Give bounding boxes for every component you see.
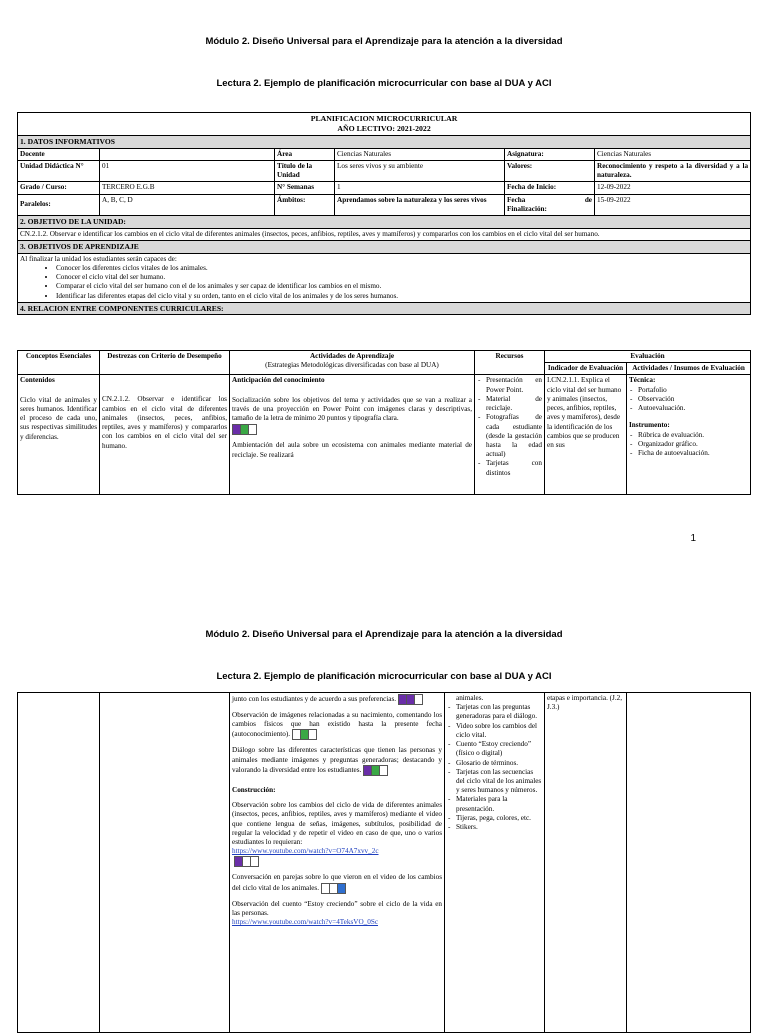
ambitos-label: Ámbitos: (275, 194, 335, 215)
list-item: - Portafolio (638, 386, 748, 395)
planning-table (17, 112, 751, 315)
act-eval-cell (627, 375, 751, 495)
area-value: Ciencias Naturales (335, 148, 505, 160)
module-title-2: Módulo 2. Diseño Universal para el Aprendizaje para la atención a la diversidad (205, 629, 563, 640)
contenidos-cell (18, 375, 100, 495)
act-eval-cont (627, 693, 751, 1033)
video-link-2[interactable]: https://www.youtube.com/watch?v=4TeksVO_0Sc (232, 918, 379, 927)
plan-title-cell (18, 113, 751, 136)
act1-p2: Ambientación del aula sobre un ecosistema con animales mediante material de reciclaje. Se realizará (232, 441, 472, 459)
act2-p2: Observación de imágenes relacionadas a su nacimiento, comentando los cambios físicos que han existido hasta la presente fecha (autoconocimiento). (232, 711, 442, 739)
act2-p5: Conversación en parejas sobre lo que vieron en el video de los cambios del ciclo vital de los animales. (232, 873, 442, 892)
contenidos-cont (18, 693, 100, 1033)
asignatura-value: Ciencias Naturales (595, 148, 751, 160)
tecnica-label: Técnica: (629, 376, 656, 385)
list-item: - Organizador gráfico. (638, 440, 748, 449)
dua-chip (292, 729, 316, 740)
act2-p1: junto con los estudiantes y de acuerdo a sus preferencias. (232, 695, 397, 704)
section-datos: 1. DATOS INFORMATIVOS (18, 135, 751, 148)
indicador-cell (545, 375, 627, 495)
fin-value: 15-09-2022 (595, 194, 751, 215)
inicio-value: 12-09-2022 (595, 182, 751, 194)
components-table (17, 350, 751, 495)
list-item: • Conocer el ciclo vital del ser humano. (56, 273, 748, 282)
aprendizaje-cell (18, 253, 751, 302)
semanas-value: 1 (335, 182, 505, 194)
anticipacion-label: Anticipación del conocimiento (232, 376, 325, 385)
recursos-cell (475, 375, 545, 495)
list-item: - Rúbrica de evaluación. (638, 431, 748, 440)
lecture-title: Lectura 2. Ejemplo de planificación microcurricular con base al DUA y ACI (216, 78, 552, 89)
dua-chip (363, 765, 387, 776)
list-item: - Tarjetas con las preguntas generadoras para el diálogo. (456, 703, 542, 721)
col-destrezas: Destrezas con Criterio de Desempeño (100, 351, 230, 375)
unidad-label: Unidad Didáctica N° (18, 160, 100, 181)
plan-year: AÑO LECTIVO: 2021-2022 (337, 123, 431, 133)
fin-label-c: Finalización: (507, 204, 547, 213)
list-item: - Tarjetas con distintos (486, 459, 542, 477)
objetivo-text: CN.2.1.2. Observar e identificar los cambios en el ciclo vital de diferentes animales (insectos, peces, anfibios, reptiles, aves y mamíferos) y compararlos con los cambios en el ciclo vital del ser humano. (18, 228, 751, 240)
list-item: - Tijeras, pega, colores, etc. (456, 814, 542, 823)
docente-label: Docente (18, 148, 100, 160)
list-item: - Fotografías de cada estudiante (desde la gestación hasta la edad actual) (486, 413, 542, 459)
recursos-list (477, 376, 542, 477)
recursos2-intro: animales. (456, 694, 484, 702)
list-item: • Comparar el ciclo vital del ser humano con el de los animales y ser capaz de identificar los cambios en el mismo. (56, 282, 748, 291)
area-label: Área (275, 148, 335, 160)
act1-p1: Socialización sobre los objetivos del tema y actividades que se van a realizar a través de una proyección en Power Point con imágenes claras y descriptivas, tamaño de la letra de mínimo 20 puntos y tipografía clara. (232, 395, 472, 423)
page-number: 1 (690, 533, 696, 544)
ambitos-value: Aprendamos sobre la naturaleza y los seres vivos (335, 194, 505, 215)
aprendizaje-intro: Al finalizar la unidad los estudiantes serán capaces de: (20, 254, 177, 263)
indicador-text: I.CN.2.1.1. Explica el ciclo vital del ser humano y animales (insectos, peces, anfibios, reptiles, aves y mamíferos), desde la identificación de los cambios que se producen en sus (547, 376, 622, 449)
act2-p4: Observación sobre los cambios del ciclo de vida de diferentes animales (insectos, peces, anfibios, reptiles, aves y mamíferos) mediante el video que contiene lengua de señas, imágenes, subtítulos, posibilidad de regular la velocidad y de repetir el video en caso de que, uno o varios estudiantes lo requieran: (232, 801, 442, 846)
inicio-label: Fecha de Inicio: (505, 182, 595, 194)
destreza-text: CN.2.1.2. Observar e identificar los cambios en el ciclo vital de diferentes animales (insectos, peces, anfibios, reptiles, aves y mamíferos) y compararlos con los cambios en el ciclo vital del ser humano. (102, 395, 227, 450)
module-title: Módulo 2. Diseño Universal para el Aprendizaje para la atención a la diversidad (205, 36, 563, 47)
docente-value (100, 148, 275, 160)
destreza-cont (100, 693, 230, 1033)
act2-p3: Diálogo sobre las diferentes características que tienen las personas y animales mediante imágenes y preguntas generadoras; destacando y valorando la diversidad entre los estudiantes. (232, 746, 442, 775)
indicador2-text: etapas e importancia. (J.2, J.3.) (547, 694, 623, 712)
col-actividades-title: Actividades de Aprendizaje (309, 352, 395, 360)
asignatura-label: Asignatura: (505, 148, 595, 160)
dua-chip (234, 856, 258, 867)
col-evaluacion: Evaluación (545, 351, 751, 363)
plan-title: PLANIFICACION MICROCURRICULAR (310, 114, 458, 123)
act2-p6: Observación del cuento “Estoy creciendo” sobre el ciclo de la vida en las personas. (232, 899, 442, 917)
grado-value: TERCERO E.G.B (100, 182, 275, 194)
titulo-value: Los seres vivos y su ambiente (335, 160, 505, 181)
construccion-label: Construcción: (232, 785, 276, 794)
semanas-label: N° Semanas (275, 182, 335, 194)
unidad-value: 01 (100, 160, 275, 181)
section-objetivo: 2. OBJETIVO DE LA UNIDAD: (18, 215, 751, 228)
dua-chip (232, 424, 256, 435)
instrumento-label: Instrumento: (629, 421, 670, 430)
col-recursos: Recursos (475, 351, 545, 375)
list-item: - Cuento “Estoy creciendo” (físico o digital) (456, 740, 542, 758)
recursos2-list (447, 703, 542, 832)
section-aprendizaje: 3. OBJETIVOS DE APRENDIZAJE (18, 240, 751, 253)
actividades-cont (230, 693, 445, 1033)
contenidos-text: Ciclo vital de animales y seres humanos. Identificar el proceso de cada uno, sus respectivas similitudes y diferencias. (20, 395, 97, 441)
list-item: - Stikers. (456, 823, 542, 832)
components-table-continued (17, 692, 751, 1033)
recursos-cont (445, 693, 545, 1033)
section-relacion: 4. RELACION ENTRE COMPONENTES CURRICULARES: (18, 302, 751, 315)
lecture-title-2: Lectura 2. Ejemplo de planificación microcurricular con base al DUA y ACI (216, 671, 552, 682)
list-item: - Ficha de autoevaluación. (638, 449, 748, 458)
instrumento-list (629, 431, 748, 459)
tecnica-list (629, 386, 748, 414)
list-item: - Autoevaluación. (638, 404, 748, 413)
titulo-label: Título de la Unidad (275, 160, 335, 181)
list-item: - Tarjetas con las secuencias del ciclo vital de los animales y seres humanos y números. (456, 768, 542, 796)
col-act-eval: Actividades / Insumos de Evaluación (627, 363, 751, 375)
actividades-cell (230, 375, 475, 495)
list-item: - Materiales para la presentación. (456, 795, 542, 813)
list-item: - Video sobre los cambios del ciclo vital. (456, 722, 542, 740)
fin-label-a: Fecha (507, 195, 526, 204)
destreza-cell (100, 375, 230, 495)
list-item: - Glosario de términos. (456, 759, 542, 768)
col-actividades (230, 351, 475, 375)
video-link-1[interactable]: https://www.youtube.com/watch?v=O74A7xvv_2c (232, 847, 379, 856)
dua-chip (398, 694, 422, 705)
list-item: - Presentación en Power Point. (486, 376, 542, 394)
col-conceptos: Conceptos Esenciales (18, 351, 100, 375)
fin-label-b: de (584, 195, 592, 204)
list-item: - Material de reciclaje. (486, 395, 542, 413)
list-item: • Conocer los diferentes ciclos vitales de los animales. (56, 264, 748, 273)
aprendizaje-list (20, 264, 748, 301)
col-actividades-sub: (Estrategias Metodológicas diversificadas con base al DUA) (265, 361, 439, 370)
col-indicador: Indicador de Evaluación (545, 363, 627, 375)
valores-value: Reconocimiento y respeto a la diversidad y a la naturaleza. (595, 160, 751, 181)
indicador-cont (545, 693, 627, 1033)
paralelos-value: A, B, C, D (100, 194, 275, 215)
paralelos-label: Paralelos: (18, 194, 100, 215)
contenidos-label: Contenidos (20, 376, 55, 385)
dua-chip (321, 883, 345, 894)
grado-label: Grado / Curso: (18, 182, 100, 194)
list-item: • Identificar las diferentes etapas del ciclo vital y su orden, tanto en el ciclo vital de los animales y de los seres humanos. (56, 292, 748, 301)
valores-label: Valores: (505, 160, 595, 181)
fin-label (505, 194, 595, 215)
list-item: - Observación (638, 395, 748, 404)
